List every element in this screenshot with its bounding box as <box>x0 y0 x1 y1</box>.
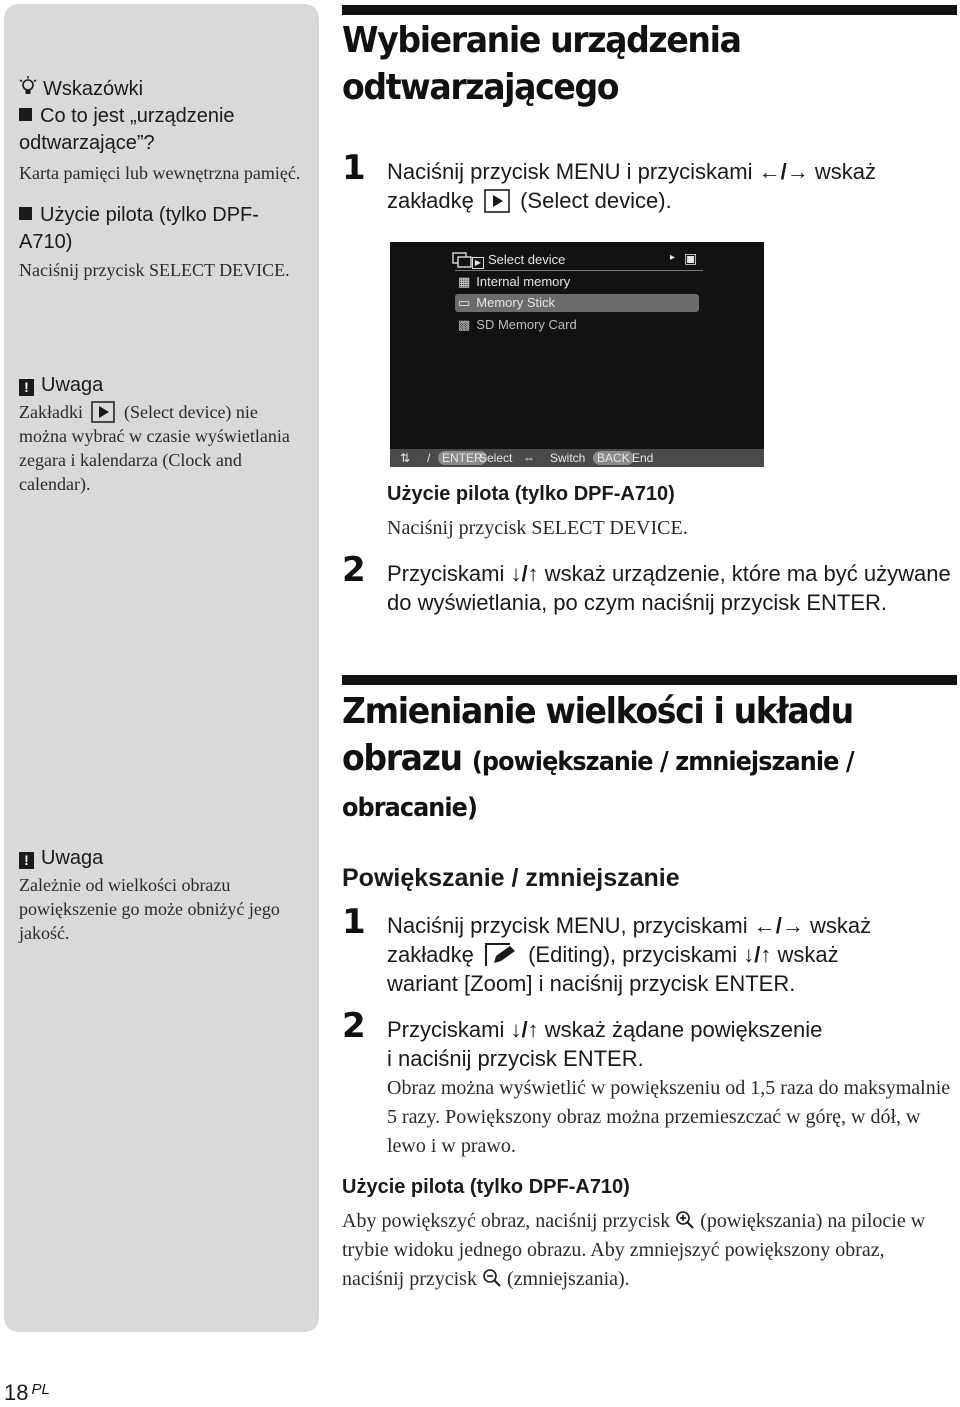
down-up-arrows-icon: ↓/↑ <box>510 561 539 586</box>
q1-text: Karta pamięci lub wewnętrzna pamięć. <box>19 163 301 183</box>
note2-heading <box>19 845 304 872</box>
section2-title <box>342 688 854 830</box>
sidebar-remote-title-text: Użycie pilota (tylko DPF-A710) <box>19 204 259 253</box>
editing-tab-icon <box>484 942 518 968</box>
s2-remote-c: (zmniejszania). <box>506 1268 630 1290</box>
s1-step1-c: zakładkę <box>387 188 474 213</box>
screen-item-sd[interactable] <box>458 317 577 333</box>
s2-step1-a: Naciśnij przycisk MENU, przyciskami <box>387 913 748 938</box>
section1-remote-title: Użycie pilota (tylko DPF-A710) <box>387 483 675 505</box>
section1-title-line1: Wybieranie urządzenia <box>342 20 741 61</box>
section2-remote-text <box>342 1207 932 1294</box>
note1 <box>19 372 304 496</box>
note2 <box>19 845 304 945</box>
help-select: Select <box>479 451 513 465</box>
left-right-arrows-icon: ⇔ <box>523 451 535 465</box>
section1-title <box>342 17 741 111</box>
page-language: PL <box>31 1381 50 1398</box>
note1-text-a: Zakładki <box>19 402 83 422</box>
play-tab-icon <box>91 401 115 423</box>
sidebar-remote-title <box>19 202 304 256</box>
section1-step1 <box>387 157 952 215</box>
page-number-value: 18 <box>4 1380 29 1405</box>
toolbox-icon: ▣ <box>684 250 698 266</box>
back-key-badge: BACK <box>593 451 634 465</box>
section2-title-line3: obracanie) <box>342 793 478 823</box>
left-right-arrows-icon: ←/→ <box>758 159 809 184</box>
s2-step1-f: wariant [Zoom] i naciśnij przycisk ENTER. <box>387 971 796 996</box>
play-tab-icon: ▶ <box>472 257 484 269</box>
select-device-tab-icon <box>452 252 472 268</box>
section1-step2 <box>387 559 952 617</box>
down-up-arrows-icon: ↓/↑ <box>743 942 772 967</box>
step-number: 1 <box>342 902 366 942</box>
up-down-arrows-icon: ⇅ <box>400 451 411 465</box>
zoom-out-icon <box>482 1268 502 1288</box>
s1-step1-b: wskaż <box>814 159 876 184</box>
screen-divider <box>455 270 703 271</box>
s2-remote-a: Aby powiększyć obraz, naciśnij przycisk <box>342 1210 671 1232</box>
section2-step2-note: Obraz można wyświetlić w powiększeniu od 1,5 raza do maksymalnie 5 razy. Powiększony obraz można przemieszczać w górę, w dół, w lewo i w prawo. <box>387 1077 951 1157</box>
section1-title-line2: odtwarzającego <box>342 67 619 108</box>
s2-remote-b: (powiększania) na pilocie w trybie widoku jednego obrazu. Aby zmniejszyć powiększony obraz, naciśnij przycisk <box>342 1210 926 1290</box>
tips-section <box>19 76 304 282</box>
page-number <box>4 1380 50 1406</box>
s1-step2-b: wskaż urządzenie, które ma być używane do wyświetlania, po czym naciśnij przycisk ENTER. <box>387 561 951 615</box>
s1-step1-a: Naciśnij przycisk MENU i przyciskami <box>387 159 753 184</box>
section2-title-line2-small: (powiększanie / zmniejszanie / <box>471 747 854 777</box>
note1-text-b: (Select device) nie można wybrać w czasie wyświetlania zegara i kalendarza (Clock and calendar). <box>19 402 290 494</box>
step-number: 2 <box>342 550 366 590</box>
warning-icon: ! <box>19 852 34 869</box>
note1-heading <box>19 372 304 399</box>
section2-subtitle: Powiększanie / zmniejszanie <box>342 864 680 892</box>
section2-step1 <box>387 911 952 998</box>
screen-menu-title-text: Select device <box>488 252 566 267</box>
screen-item-internal-label: Internal memory <box>476 274 571 289</box>
memory-stick-icon: ▭ <box>458 295 471 310</box>
note1-label: Uwaga <box>41 374 104 396</box>
section1-remote-text: Naciśnij przycisk SELECT DEVICE. <box>387 517 688 539</box>
warning-icon: ! <box>19 379 34 396</box>
s2-step2-a: Przyciskami <box>387 1017 505 1042</box>
section-rule <box>342 5 957 15</box>
left-right-arrows-icon: ←/→ <box>753 913 804 938</box>
section2-title-line2-big: obrazu <box>342 738 462 779</box>
section-rule <box>342 675 957 685</box>
s2-step1-e: wskaż <box>777 942 839 967</box>
screen-help-bar <box>390 449 764 467</box>
s2-step2-c: i naciśnij przycisk ENTER. <box>387 1046 644 1071</box>
note2-text: Zależnie od wielkości obrazu powiększenie go może obniżyć jego jakość. <box>19 875 280 943</box>
section2-step2 <box>387 1015 952 1073</box>
screen-item-internal[interactable] <box>458 274 570 290</box>
zoom-in-icon <box>675 1210 695 1230</box>
note1-text <box>19 400 304 496</box>
s2-step1-b: wskaż <box>809 913 872 938</box>
step-number: 1 <box>342 148 366 188</box>
tips-label: Wskazówki <box>43 78 144 100</box>
s2-step1-d: (Editing), przyciskami <box>528 942 738 967</box>
s1-step2-a: Przyciskami <box>387 561 505 586</box>
sidebar-remote-text: Naciśnij przycisk SELECT DEVICE. <box>19 260 290 280</box>
help-switch: Switch <box>550 451 586 465</box>
slash: / <box>427 451 431 465</box>
sd-card-icon: ▩ <box>458 317 471 332</box>
q1-title-text: Co to jest „urządzenie odtwarzające”? <box>19 105 235 154</box>
step-number: 2 <box>342 1006 366 1046</box>
s2-step2-b: wskaż żądane powiększenie <box>544 1017 823 1042</box>
screen-item-memory-stick-label: Memory Stick <box>476 295 556 310</box>
chevron-right-icon: ▸ <box>670 252 676 263</box>
enter-key-badge: ENTER <box>438 451 487 465</box>
q1-title <box>19 103 304 157</box>
memory-icon: ▦ <box>458 274 471 289</box>
play-tab-icon <box>484 189 510 213</box>
section2-title-line1: Zmienianie wielkości i układu <box>342 691 853 732</box>
down-up-arrows-icon: ↓/↑ <box>510 1017 539 1042</box>
screen-item-memory-stick[interactable] <box>458 295 555 311</box>
help-end: End <box>632 451 654 465</box>
screen-item-sd-label: SD Memory Card <box>476 317 577 332</box>
section2-remote-title: Użycie pilota (tylko DPF-A710) <box>342 1176 630 1198</box>
s2-step1-c: zakładkę <box>387 942 474 967</box>
tips-heading <box>19 76 304 103</box>
bullet-square-icon <box>19 207 32 220</box>
lightbulb-icon <box>19 76 37 98</box>
s1-step1-d: (Select device). <box>520 188 672 213</box>
note2-label: Uwaga <box>41 847 104 869</box>
device-screen <box>390 242 764 467</box>
bullet-square-icon <box>19 108 32 121</box>
screen-menu-title <box>472 252 565 269</box>
